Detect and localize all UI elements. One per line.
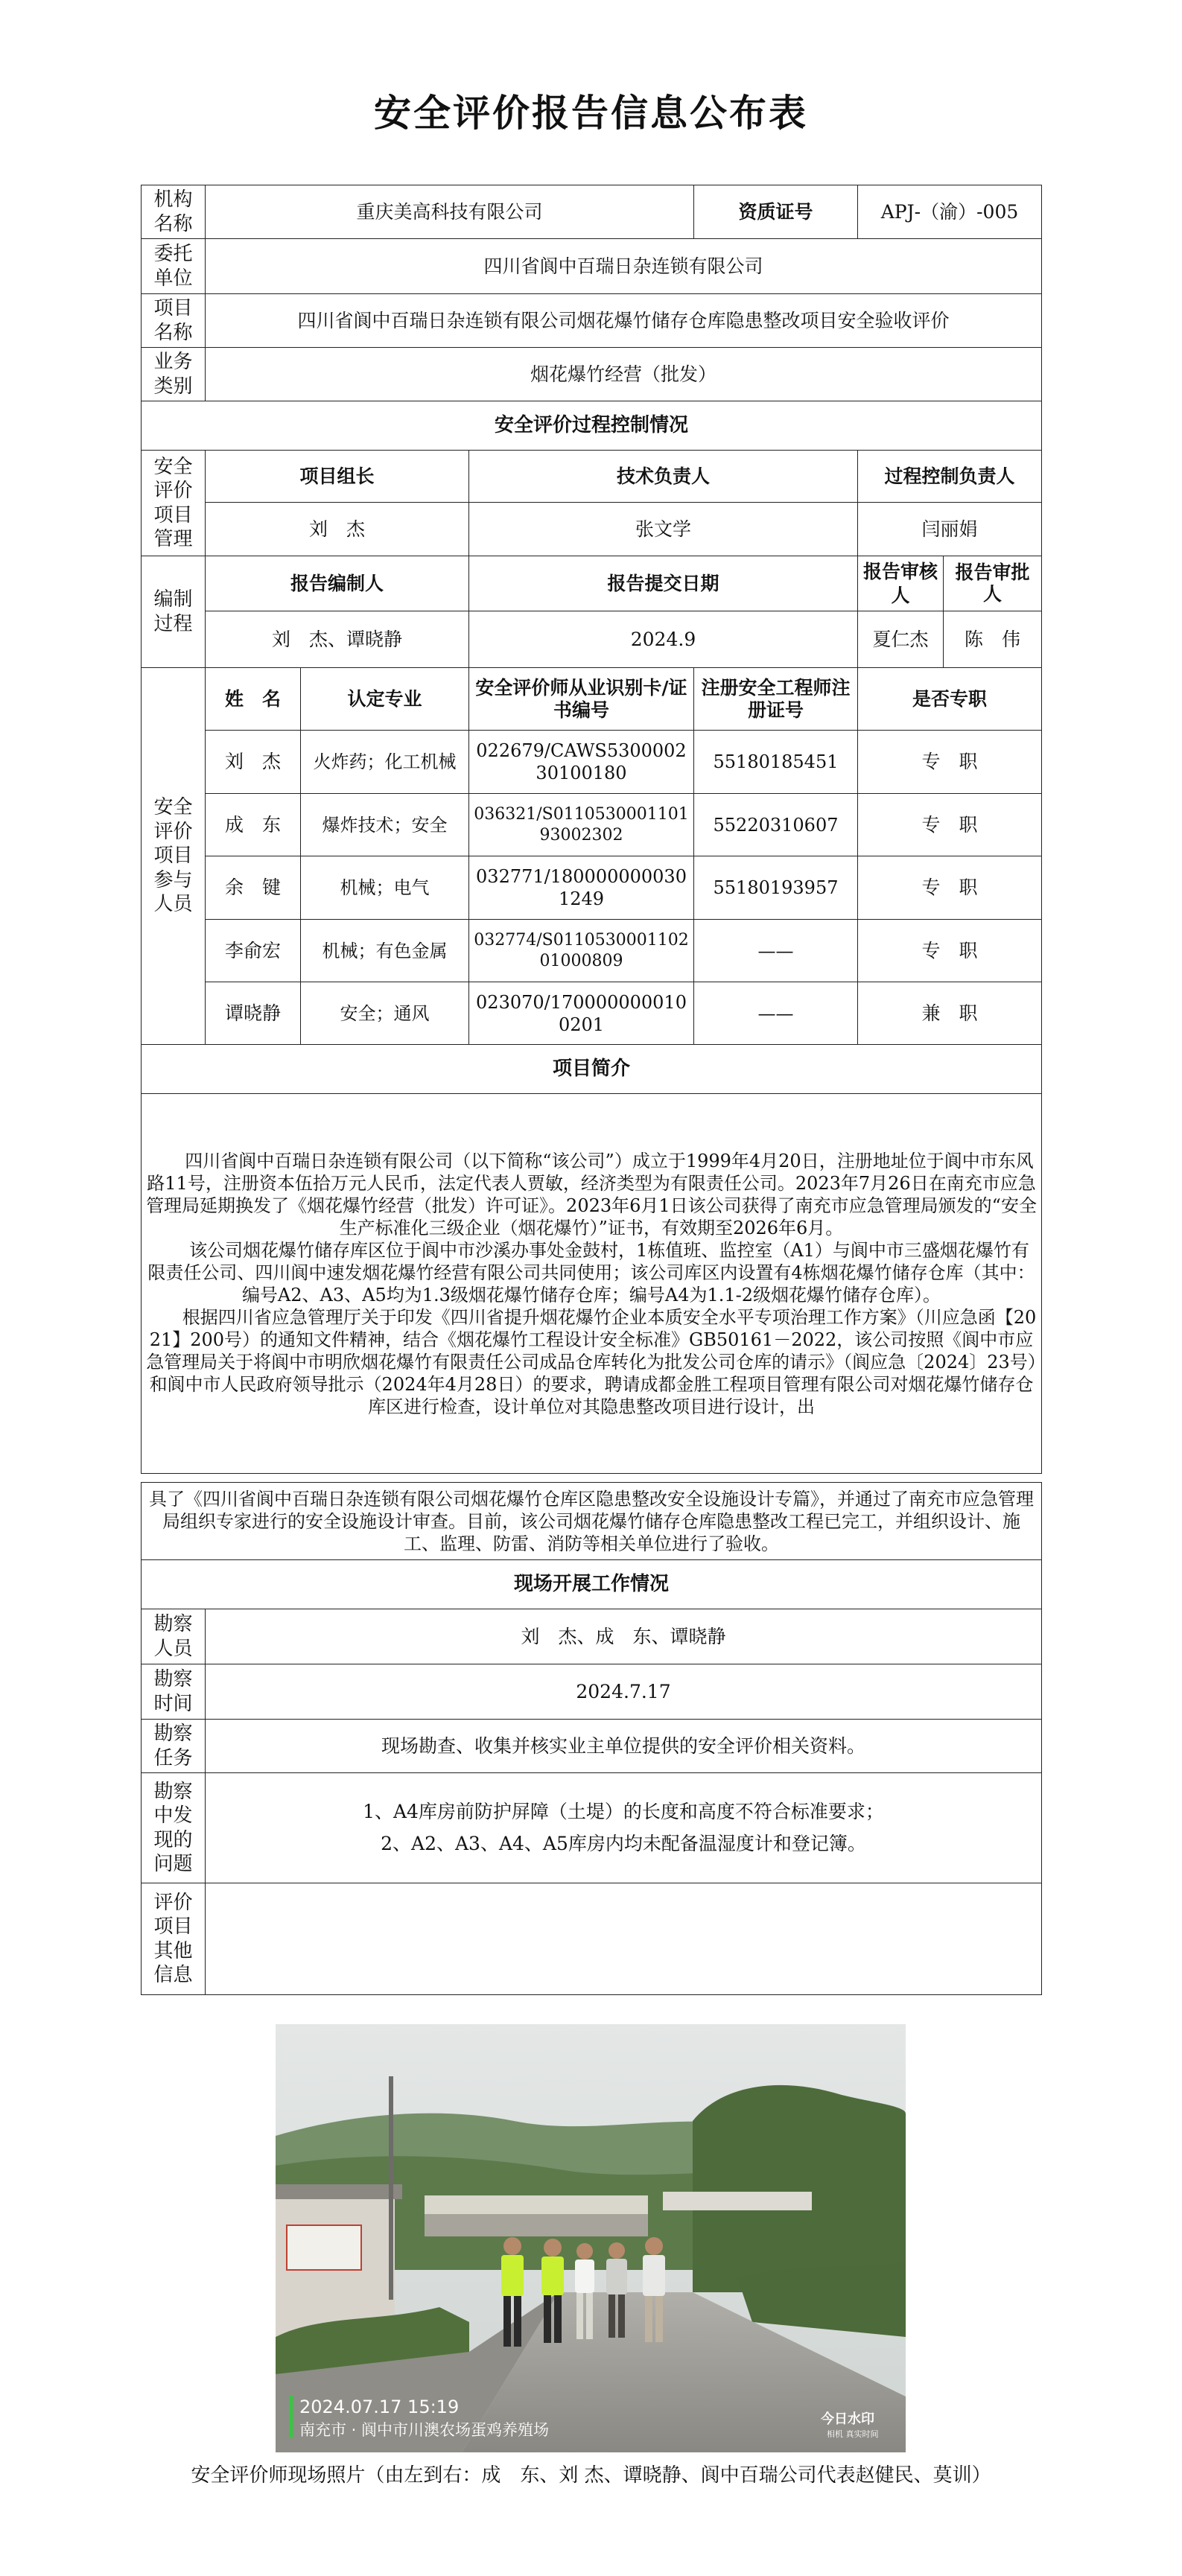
member-card: 022679/CAWS530000230100180 [469, 731, 694, 794]
issue-item: 2、A2、A3、A4、A5库房内均未配备温湿度计和登记簿。 [381, 1832, 866, 1854]
member-col-card: 安全评价师从业识别卡/证书编号 [469, 668, 694, 731]
client-name: 四川省阆中百瑞日杂连锁有限公司 [206, 239, 1042, 294]
photo-timestamp: 2024.07.17 15:19 [299, 2397, 460, 2417]
table-row [142, 856, 1042, 920]
member-col-reg: 注册安全工程师注册证号 [694, 668, 858, 731]
member-card: 023070/1700000000100201 [469, 982, 694, 1045]
submit-date: 2024.9 [469, 611, 858, 668]
member-fulltime: 专 职 [858, 794, 1042, 856]
compile-label: 编制过程 [142, 556, 206, 668]
member-name: 谭晓静 [206, 982, 301, 1045]
member-name: 成 东 [206, 794, 301, 856]
member-name: 刘 杰 [206, 731, 301, 794]
member-fulltime: 兼 职 [858, 982, 1042, 1045]
survey-time: 2024.7.17 [206, 1664, 1042, 1720]
member-reg: —— [694, 920, 858, 982]
approve-header: 报告审批人 [944, 556, 1042, 611]
table-row [142, 920, 1042, 982]
survey-task-label: 勘察任务 [142, 1720, 206, 1773]
author-header: 报告编制人 [206, 556, 469, 611]
table-row [142, 794, 1042, 856]
member-col-major: 认定专业 [301, 668, 469, 731]
site-photo-illustration [276, 2024, 906, 2452]
reviewer-name: 夏仁杰 [858, 611, 944, 668]
section-field: 现场开展工作情况 [142, 1560, 1042, 1609]
org-name: 重庆美高科技有限公司 [206, 185, 694, 239]
watermark-brand: 今日水印 [821, 2411, 874, 2427]
leader-header: 项目组长 [206, 451, 469, 503]
intro-paragraph: 该公司烟花爆竹储存库区位于阆中市沙溪办事处金鼓村，1栋值班、监控室（A1）与阆中市三盛烟花爆竹有限责任公司、四川阆中速发烟花爆竹经营有限公司共同使用；该公司库区内设置有4栋烟花爆竹储存仓库（其中：编号A2、A3、A5均为1.3级烟花爆竹储存仓库；编号A4为1.1-2级烟花爆竹储存仓库）。 [147, 1239, 1035, 1306]
member-major: 火炸药；化工机械 [301, 731, 469, 794]
table-row [142, 731, 1042, 794]
client-label: 委托单位 [142, 239, 206, 294]
proj-mgmt-label: 安全评价项目管理 [142, 451, 206, 556]
member-reg: 55180193957 [694, 856, 858, 920]
date-header: 报告提交日期 [469, 556, 858, 611]
member-major: 爆炸技术；安全 [301, 794, 469, 856]
survey-issues [206, 1773, 1042, 1883]
field-table [141, 1482, 1042, 1995]
member-card: 032774/S011053000110201000809 [469, 920, 694, 982]
project-label: 项目名称 [142, 294, 206, 348]
author-names: 刘 杰、谭晓静 [206, 611, 469, 668]
biz-label: 业务类别 [142, 348, 206, 401]
approver-name: 陈 伟 [944, 611, 1042, 668]
member-reg: —— [694, 982, 858, 1045]
qual-number: APJ-（渝）-005 [858, 185, 1042, 239]
table-row [142, 982, 1042, 1045]
member-reg: 55180185451 [694, 731, 858, 794]
member-fulltime: 专 职 [858, 731, 1042, 794]
intro-text [142, 1094, 1042, 1474]
member-major: 机械；有色金属 [301, 920, 469, 982]
member-card: 036321/S011053000110193002302 [469, 794, 694, 856]
leader-name: 刘 杰 [206, 503, 469, 556]
member-col-ft: 是否专职 [858, 668, 1042, 731]
member-name: 余 键 [206, 856, 301, 920]
intro-paragraph: 四川省阆中百瑞日杂连锁有限公司（以下简称“该公司”）成立于1999年4月20日，注册地址位于阆中市东风路11号，注册资本伍拾万元人民币，法定代表人贾敏，经济类型为有限责任公司。2023年7月26日在南充市应急管理局延期换发了《烟花爆竹经营（批发）许可证》。2023年6月1日该公司获得了南充市应急管理局颁发的“安全生产标准化三级企业（烟花爆竹）”证书，有效期至2026年6月。 [146, 1150, 1037, 1238]
photo-caption: 安全评价师现场照片（由左到右：成 东、刘 杰、谭晓静、阆中百瑞公司代表赵健民、莫训） [191, 2464, 991, 2487]
survey-task: 现场勘查、收集并核实业主单位提供的安全评价相关资料。 [206, 1720, 1042, 1773]
info-table [141, 185, 1042, 1474]
member-fulltime: 专 职 [858, 920, 1042, 982]
ctrl-header: 过程控制负责人 [858, 451, 1042, 503]
survey-time-label: 勘察时间 [142, 1664, 206, 1720]
project-name: 四川省阆中百瑞日杂连锁有限公司烟花爆竹储存仓库隐患整改项目安全验收评价 [206, 294, 1042, 348]
other-info-label: 评价项目其他信息 [142, 1883, 206, 1995]
member-reg: 55220310607 [694, 794, 858, 856]
members-label: 安全评价项目参与人员 [142, 668, 206, 1045]
member-col-name: 姓 名 [206, 668, 301, 731]
member-major: 机械；电气 [301, 856, 469, 920]
photo-location: 南充市 · 阆中市川澳农场蛋鸡养殖场 [299, 2421, 550, 2439]
qual-label: 资质证号 [694, 185, 858, 239]
intro-paragraph: 根据四川省应急管理厅关于印发《四川省提升烟花爆竹企业本质安全水平专项治理工作方案》（川应急函【2021】200号）的通知文件精神，结合《烟花爆竹工程设计安全标准》GB50161－2022，该公司按照《阆中市应急管理局关于将阆中市明欣烟花爆竹有限责任公司成品仓库转化为批发公司仓库的请示》（阆应急〔2024〕23号）和阆中市人民政府领导批示（2024年4月28日）的要求，聘请成都金胜工程项目管理有限公司对烟花爆竹储存仓库区进行检查，设计单位对其隐患整改项目进行设计，出 [146, 1306, 1037, 1417]
member-card: 032771/1800000000301249 [469, 856, 694, 920]
page-title: 安全评价报告信息公布表 [374, 92, 808, 135]
member-name: 李俞宏 [206, 920, 301, 982]
survey-people: 刘 杰、成 东、谭晓静 [206, 1609, 1042, 1664]
member-fulltime: 专 职 [858, 856, 1042, 920]
survey-people-label: 勘察人员 [142, 1609, 206, 1664]
ctrl-name: 闫丽娟 [858, 503, 1042, 556]
tech-header: 技术负责人 [469, 451, 858, 503]
other-info [206, 1883, 1042, 1995]
site-photo [276, 2024, 906, 2452]
section-process: 安全评价过程控制情况 [142, 401, 1042, 451]
intro-continued: 具了《四川省阆中百瑞日杂连锁有限公司烟花爆竹仓库区隐患整改安全设施设计专篇》，并通过了南充市应急管理局组织专家进行的安全设施设计审查。目前，该公司烟花爆竹储存仓库隐患整改工程已完工，并组织设计、施工、监理、防雷、消防等相关单位进行了验收。 [142, 1483, 1042, 1560]
org-name-label: 机构名称 [142, 185, 206, 239]
member-major: 安全；通风 [301, 982, 469, 1045]
section-intro: 项目简介 [142, 1045, 1042, 1094]
review-header: 报告审核人 [858, 556, 944, 611]
tech-name: 张文学 [469, 503, 858, 556]
biz-type: 烟花爆竹经营（批发） [206, 348, 1042, 401]
watermark-sub: 相机 真实时间 [827, 2429, 879, 2439]
issue-item: 1、A4库房前防护屏障（土堤）的长度和高度不符合标准要求； [363, 1801, 884, 1822]
survey-issues-label: 勘察中发现的问题 [142, 1773, 206, 1883]
